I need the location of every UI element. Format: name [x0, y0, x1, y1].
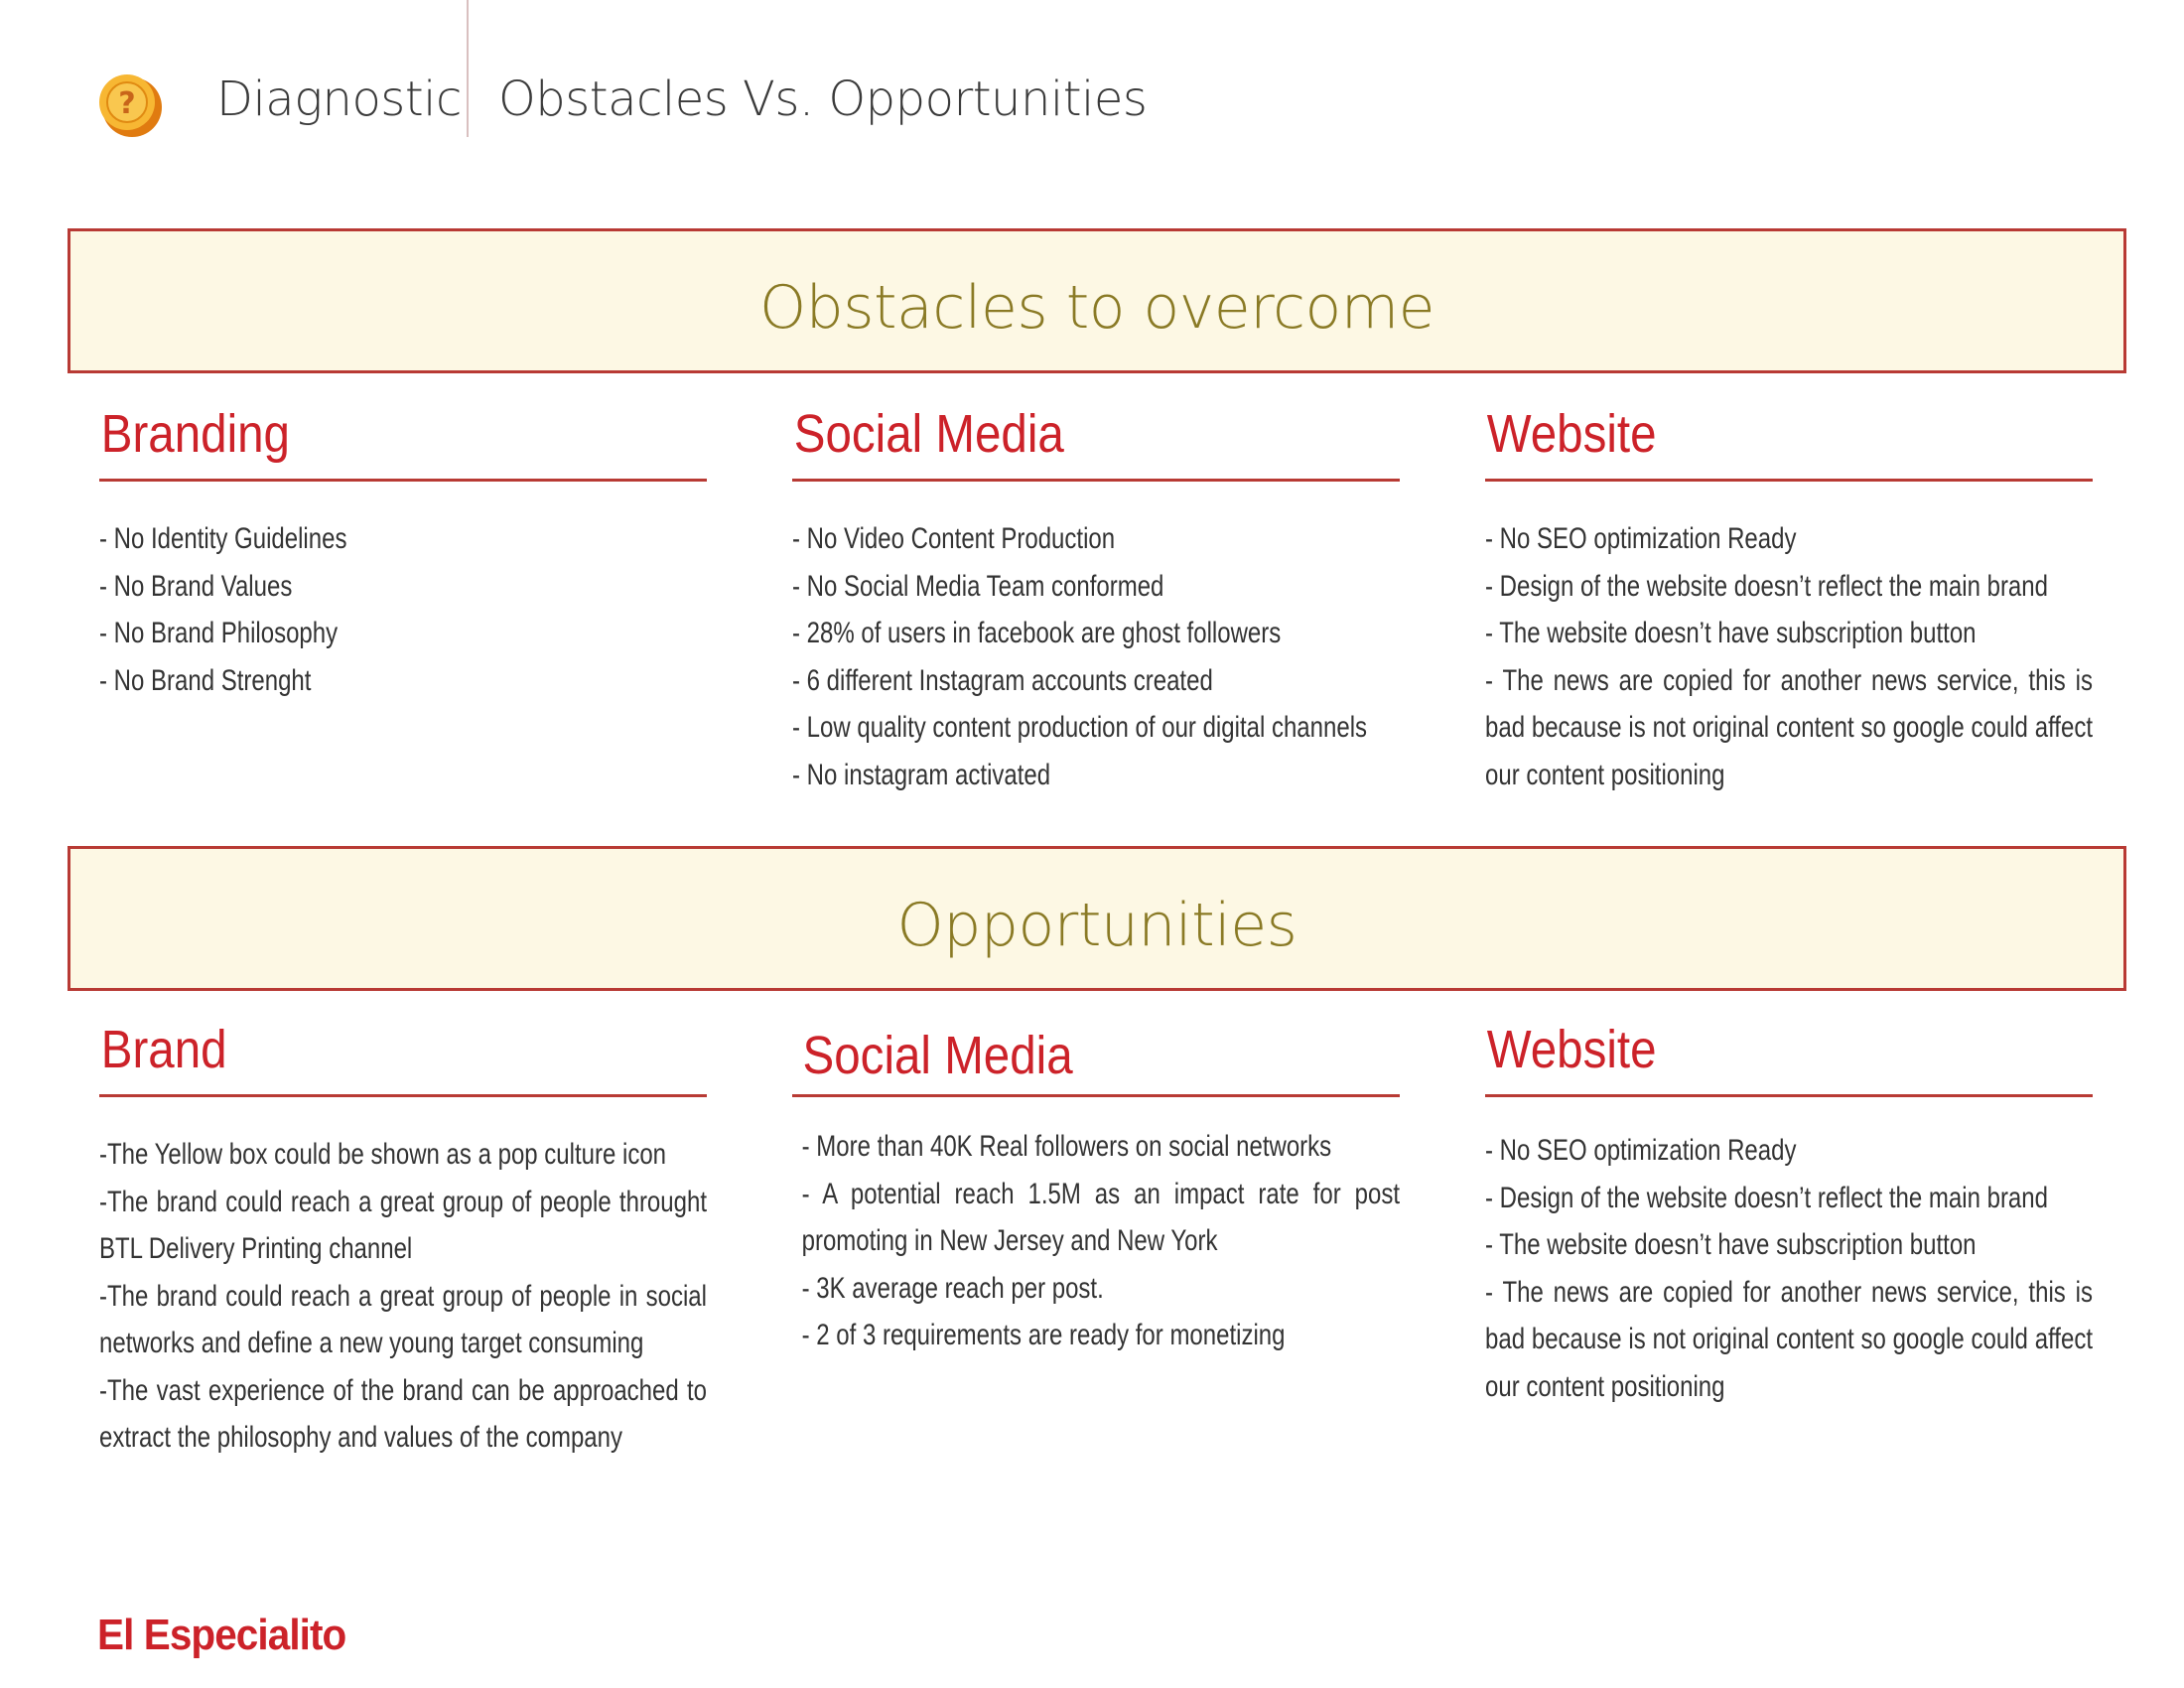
- section-divider: [1485, 1094, 2093, 1097]
- section-divider: [99, 479, 707, 482]
- list-item: -The Yellow box could be shown as a pop culture icon: [99, 1138, 667, 1171]
- list-item: - No Brand Values: [99, 569, 293, 603]
- obstacles-website-list: [1485, 515, 2093, 798]
- list-item: -The vast experience of the brand can be approached to extract the philosophy and values of the company: [99, 1373, 707, 1454]
- list-item: - 28% of users in facebook are ghost followers: [792, 617, 1282, 649]
- header-divider: [467, 0, 469, 137]
- opportunities-brand-section: [99, 1017, 707, 1462]
- list-item: - 2 of 3 requirements are ready for monetizing: [801, 1319, 1286, 1351]
- brand-logo: El Especialito: [97, 1611, 346, 1659]
- obstacles-branding-list: [99, 515, 707, 704]
- list-item: - No Brand Strenght: [99, 663, 312, 697]
- section-heading: Website: [1486, 1020, 1657, 1079]
- list-item: - No Brand Philosophy: [99, 617, 339, 649]
- list-item: - Design of the website doesn’t reflect the main brand: [1485, 569, 2048, 603]
- list-item: - No Video Content Production: [792, 522, 1116, 555]
- opportunities-social-media-section: [792, 1017, 1400, 1359]
- list-item: - The website doesn’t have subscription button: [1485, 1228, 1977, 1261]
- section-divider: [792, 479, 1400, 482]
- list-item: -The brand could reach a great group of people throught BTL Delivery Printing channel: [99, 1185, 707, 1265]
- list-item: - 3K average reach per post.: [801, 1271, 1104, 1305]
- list-item: - The news are copied for another news service, this is bad because is not original content so google could affect our content positioning: [1485, 663, 2093, 791]
- svg-text:?: ?: [118, 86, 136, 121]
- question-coin-icon: [94, 70, 166, 141]
- opportunities-brand-list: [99, 1131, 707, 1462]
- section-divider: [1485, 479, 2093, 482]
- obstacles-website-section: [1485, 401, 2093, 798]
- section-heading: Website: [1486, 404, 1657, 464]
- list-item: - The news are copied for another news service, this is bad because is not original content so google could affect our content positioning: [1485, 1275, 2093, 1403]
- section-heading: Social Media: [802, 1026, 1073, 1085]
- list-item: - A potential reach 1.5M as an impact rate for post promoting in New Jersey and New York: [801, 1177, 1400, 1257]
- list-item: - 6 different Instagram accounts created: [792, 663, 1213, 697]
- list-item: -The brand could reach a great group of people in social networks and define a new young target consuming: [99, 1279, 707, 1359]
- opportunities-website-list: [1485, 1127, 2093, 1410]
- obstacles-branding-section: [99, 401, 707, 704]
- section-divider: [99, 1094, 707, 1097]
- list-item: - No SEO optimization Ready: [1485, 522, 1797, 555]
- section-heading: Brand: [100, 1020, 227, 1079]
- list-item: - More than 40K Real followers on social networks: [801, 1130, 1332, 1163]
- list-item: - Low quality content production of our digital channels: [792, 711, 1368, 744]
- list-item: - No instagram activated: [792, 758, 1051, 791]
- section-divider: [792, 1094, 1400, 1097]
- obstacles-banner: [68, 228, 2126, 373]
- page-subtitle: Obstacles Vs. Opportunities: [498, 71, 1148, 127]
- list-item: - Design of the website doesn’t reflect the main brand: [1485, 1181, 2048, 1214]
- opportunities-banner: [68, 846, 2126, 991]
- section-heading: Social Media: [793, 404, 1064, 464]
- obstacles-social-media-list: [792, 515, 1400, 798]
- page-header: [0, 0, 2184, 139]
- list-item: - No Social Media Team conformed: [792, 569, 1164, 603]
- obstacles-banner-title: Obstacles to overcome: [758, 273, 1435, 343]
- list-item: - No Identity Guidelines: [99, 522, 347, 555]
- list-item: - The website doesn’t have subscription button: [1485, 617, 1977, 649]
- section-heading: Branding: [100, 404, 290, 464]
- opportunities-website-section: [1485, 1017, 2093, 1410]
- opportunities-banner-title: Opportunities: [896, 891, 1297, 960]
- opportunities-social-media-list: [792, 1123, 1400, 1359]
- page-title: Diagnostic: [216, 71, 462, 127]
- list-item: - No SEO optimization Ready: [1485, 1134, 1797, 1167]
- obstacles-social-media-section: [792, 401, 1400, 798]
